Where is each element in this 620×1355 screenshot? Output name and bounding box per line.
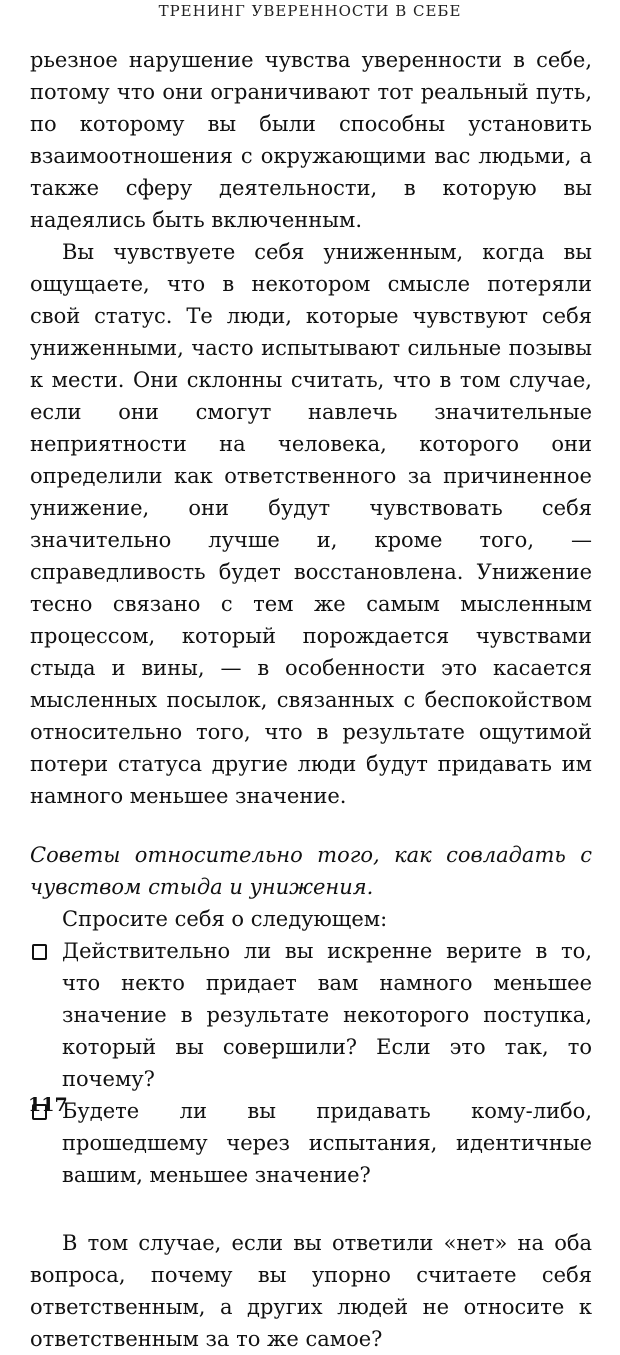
checklist-item-text: Будете ли вы придавать кому-либо, прошедшему через испытания, идентичные вашим, меньшее значение? (62, 1099, 592, 1187)
checklist-item-text: Действительно ли вы искренне верите в то, что некто придает вам намного меньшее значение в результате некоторого поступка, который вы совершили? Если это так, то почему? (62, 939, 592, 1091)
self-questions-prompt: Спросите себя о следующем: (62, 907, 388, 931)
checkbox-icon (32, 944, 47, 960)
paragraph-continuation: рьезное нарушение чувства уверенности в себе, потому что они ограничивают тот реальный путь, по которому вы были способны установить взаимоотношения с окружающими вас людьми, а также сферу деятельности, в которую вы надеялись быть включенным. (30, 48, 592, 232)
tips-heading: Советы относительно того, как совладать с чувством стыда и унижения. (30, 843, 592, 899)
paragraph-humiliation: Вы чувствуете себя униженным, когда вы ощущаете, что в некотором смысле потеряли свой статус. Те люди, которые чувствуют себя униженными, часто испытывают сильные позывы к мести. Они склонны считать, что в том случае, если они смогут навлечь значительные неприятности на человека, которого они определили как ответственного за причиненное унижение, они будут чувствовать себя значительно лучше и, кроме того, — справедливость будет восстановлена. Унижение тесно связано с тем же самым мысленным процессом, который порождается чувствами стыда и вины, — в особенности это касается мысленных посылок, связанных с беспокойством относительно того, что в результате ощутимой потери статуса другие люди будут придавать им намного меньшее значение. (30, 240, 592, 808)
checklist-item (30, 1095, 592, 1191)
page-body (30, 44, 592, 1355)
paragraph-conclusion: В том случае, если вы ответили «нет» на оба вопроса, почему вы упорно считаете себя ответственным, а других людей не относите к ответственным за то же самое? (30, 1231, 592, 1351)
running-header: ТРЕНИНГ УВЕРЕННОСТИ В СЕБЕ (158, 2, 462, 20)
checklist-item (30, 935, 592, 1095)
question-checklist (30, 935, 592, 1191)
page-number: 117 (28, 1094, 68, 1116)
